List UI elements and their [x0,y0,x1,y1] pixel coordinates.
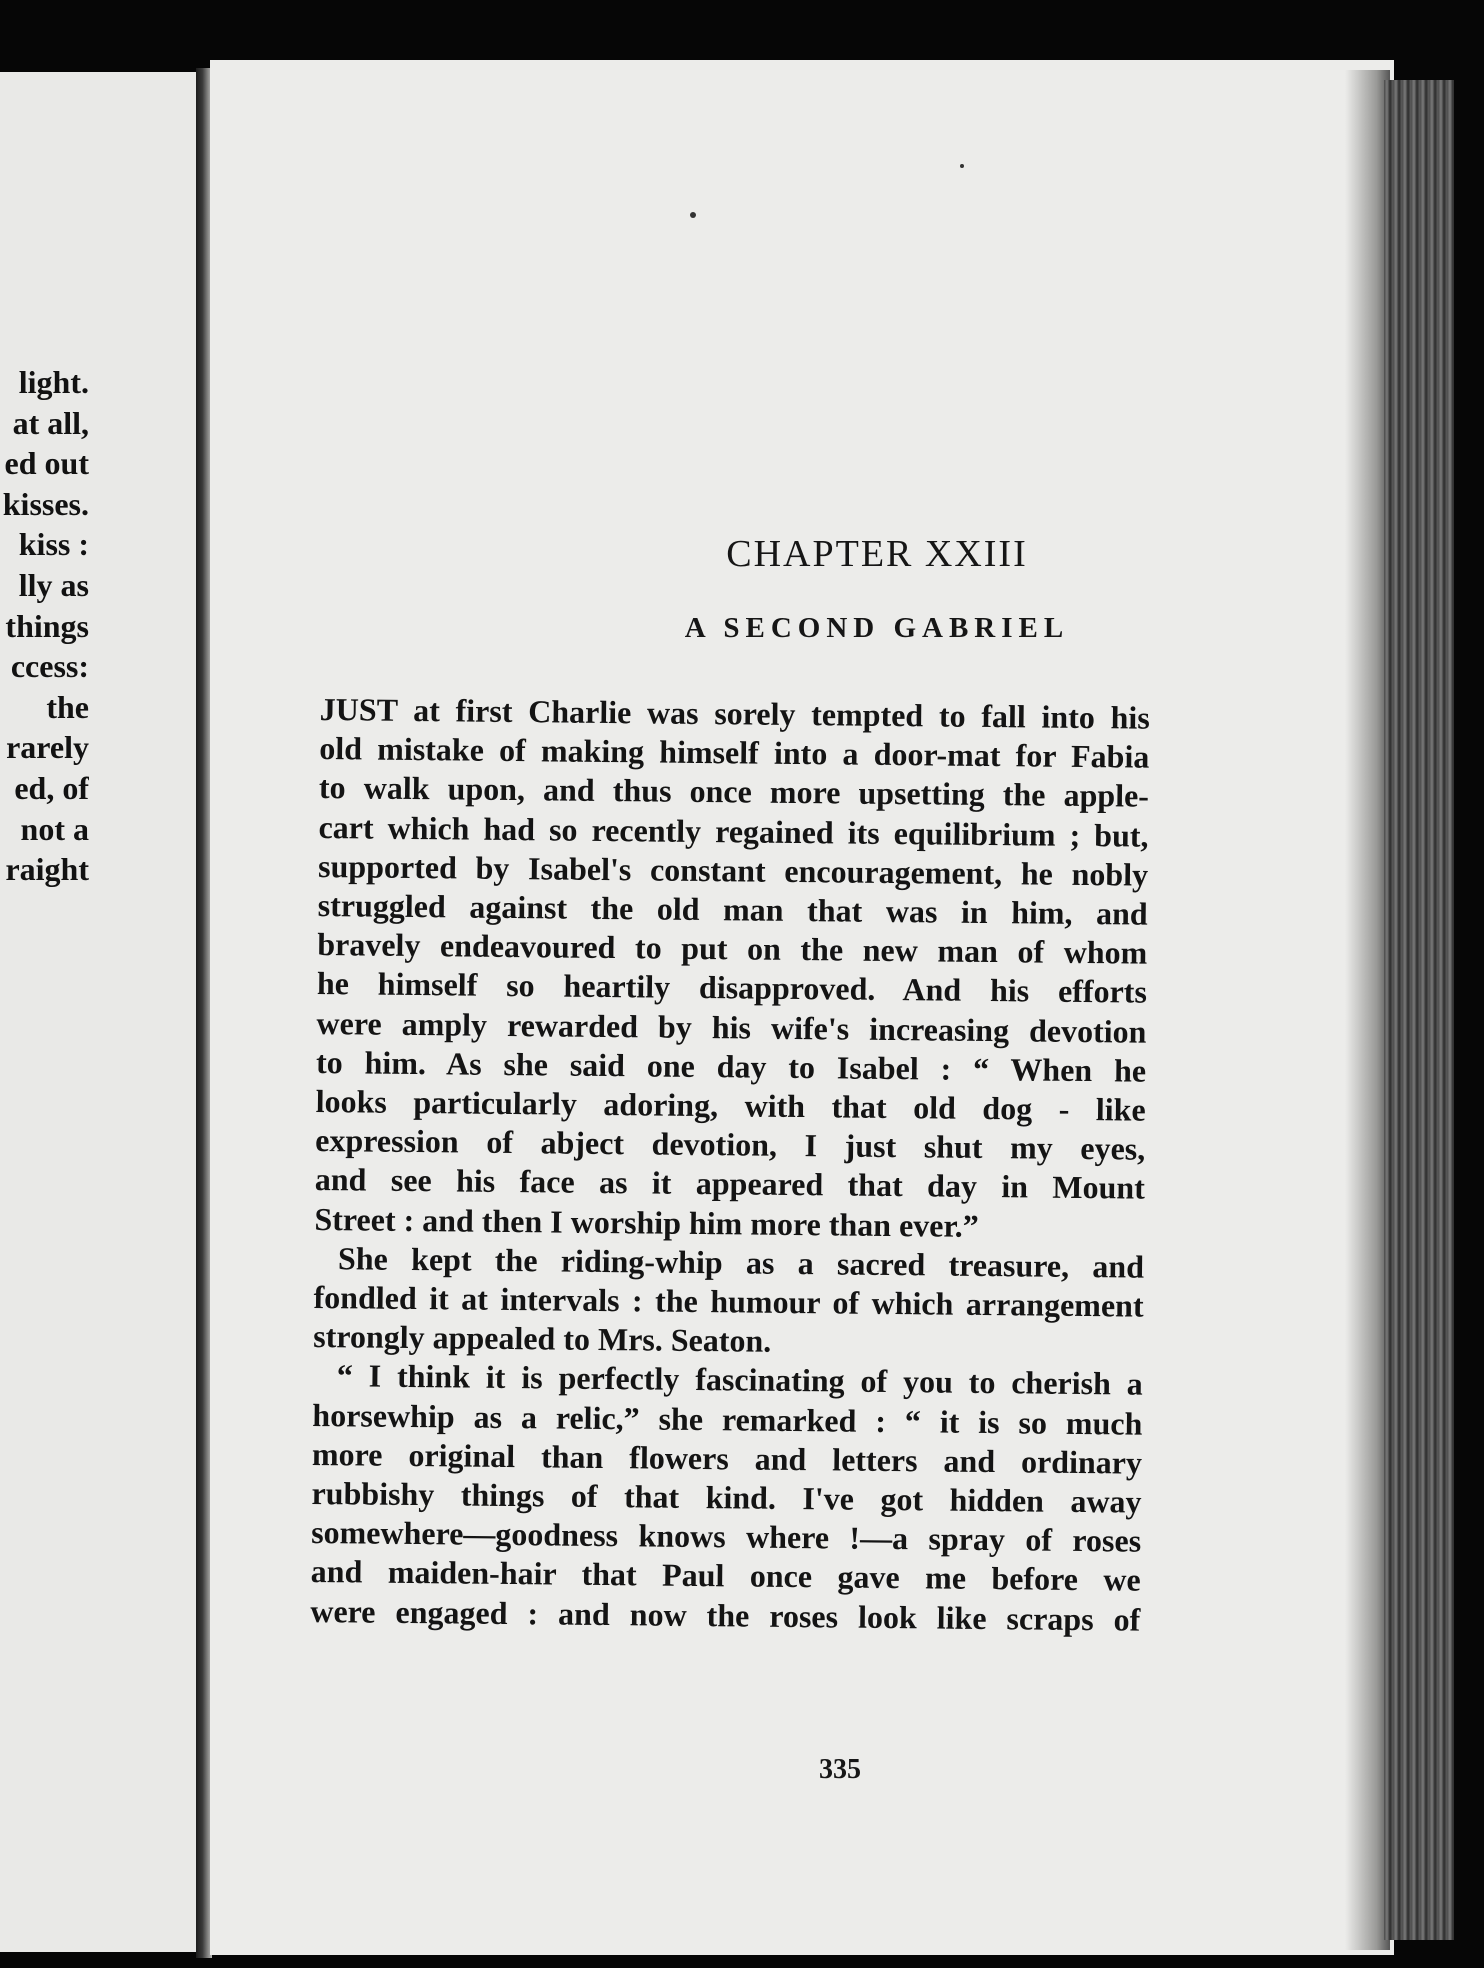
left-line: lly as [18,566,89,603]
chapter-heading: CHAPTER XXIII [726,533,1028,575]
text-line: struggled against the old man that was in him, and [317,887,1148,932]
text-line: to him. As she said one day to Isabel : “ When he [315,1043,1147,1089]
page-number: 335 [819,1754,861,1785]
left-page-text-clip [0,362,89,922]
text-line: somewhere—goodness knows where !—a spray of roses [310,1514,1142,1559]
text-line: JUST at first Charlie was sorely tempted to fall into his [319,690,1150,736]
text-line: She kept the riding-whip as a sacred treasure, and [337,1240,1145,1285]
text-line: were amply rewarded by his wife's increasing devotion [316,1004,1147,1050]
text-line: “ I think it is perfectly fascinating of you to cherish a [336,1357,1143,1403]
left-page-lines [3,362,89,890]
left-line: raight [5,851,89,888]
text-line: to walk upon, and thus once more upsetting the apple- [318,769,1150,815]
left-line: rarely [6,729,89,766]
text-line: and maiden-hair that Paul once gave me before we [310,1553,1141,1599]
left-line: the [46,688,89,725]
text-line: old mistake of making himself into a door-mat for Fabia [319,730,1150,775]
text-line: and see his face as it appeared that day in Mount [314,1161,1146,1207]
chapter-title: A SECOND GABRIEL [684,612,1070,644]
dust-speck [960,164,964,168]
chapter-body-text [310,690,1150,1640]
text-line: cart which had so recently regained its equilibrium ; but, [318,808,1149,854]
text-line: supported by Isabel's constant encouragement, he nobly [317,847,1149,893]
text-line: looks particularly adoring, with that old dog - like [315,1083,1146,1128]
text-line: horsewhip as a relic,” she remarked : “ it is so much [312,1396,1143,1442]
left-line: ed out [4,445,89,482]
left-line: things [5,607,89,644]
right-page [210,60,1394,1955]
left-line: kiss : [18,526,89,563]
dust-speck [690,212,696,218]
left-line: ed, of [14,769,89,806]
left-line: light. [18,364,89,400]
text-line: he himself so heartily disapproved. And his efforts [316,965,1148,1011]
text-line: were engaged : and now the roses look like scraps of [310,1592,1141,1638]
text-line: rubbishy things of that kind. I've got hidden away [311,1475,1142,1520]
text-line: strongly appealed to Mrs. Seaton. [313,1318,772,1360]
left-line: ccess: [10,648,89,685]
text-line: Street : and then I worship him more than ever.” [314,1200,979,1244]
text-line: bravely endeavoured to put on the new man of whom [317,926,1148,971]
left-line: at all, [12,404,89,441]
page-block-edge [1384,80,1454,1940]
text-line: expression of abject devotion, I just shut my eyes, [315,1122,1146,1167]
left-line: kisses. [2,485,89,522]
text-line: fondled it at intervals : the humour of which arrangement [313,1279,1144,1324]
left-page-fragment [0,72,208,1952]
text-line: more original than flowers and letters and ordinary [311,1435,1143,1481]
left-line: not a [20,810,89,847]
